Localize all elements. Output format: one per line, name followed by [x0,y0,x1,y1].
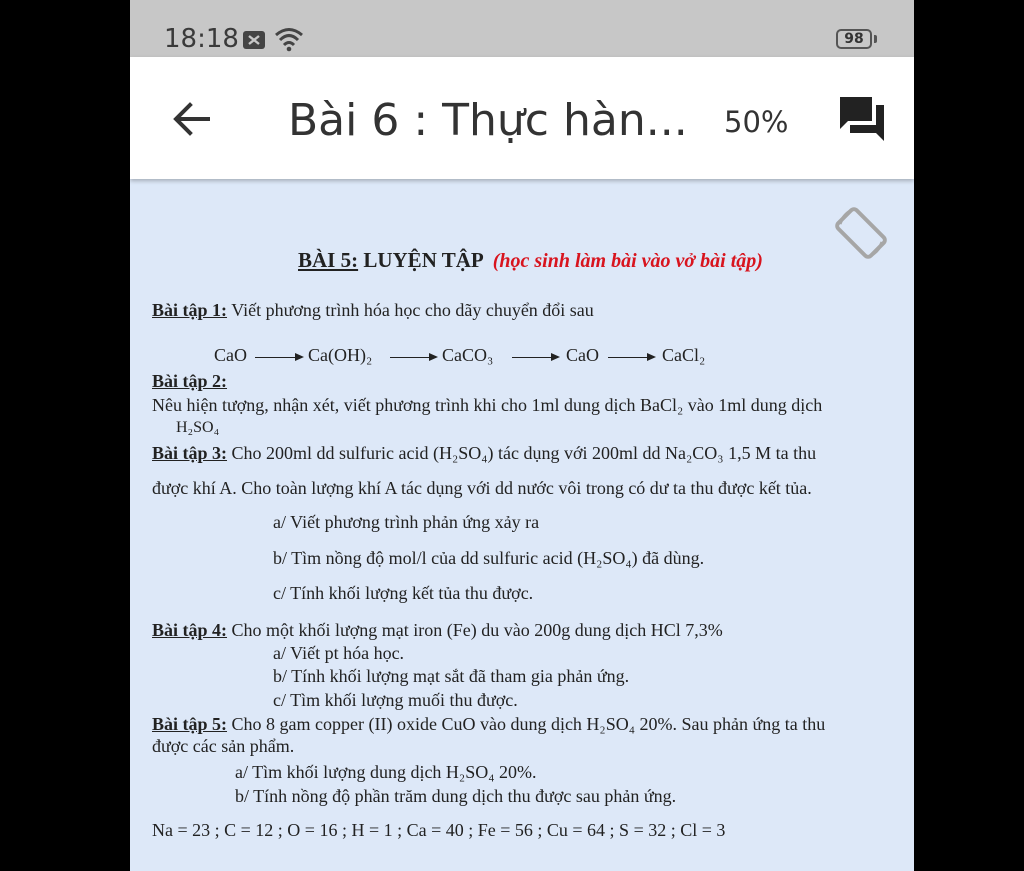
message-x-icon [242,30,266,50]
exercise-2-label: Bài tập 2: [152,371,228,391]
exercise-2-text: Nêu hiện tượng, nhận xét, viết phương trình khi cho 1ml dung dịch BaCl₂ vào 1ml dung dịch [152,395,823,415]
app-bar [130,57,914,179]
exercise-5-item: b/ Tính nồng độ phần trăm dung dịch thu được sau phản ứng. [235,786,677,806]
battery-tip [874,35,877,43]
exercise-4-item: a/ Viết pt hóa học. [273,643,405,663]
chain-compound: CaCO₃ [442,345,494,365]
zoom-level: 50% [724,105,789,139]
exercise-4-item: b/ Tính khối lượng mạt sắt đã tham gia phản ứng. [273,666,630,686]
exercise-3: Bài tập 3: Cho 200ml dd sulfuric acid (H₂SO₄) tác dụng với 200ml dd Na₂CO₃ 1,5 M ta thu [152,443,817,463]
arrow-left-icon[interactable] [170,97,214,141]
wifi-icon [274,26,304,52]
chain-compound: CaO [214,345,247,365]
status-bar [130,0,914,57]
status-time: 18:18 [164,24,239,54]
chain-arrow [512,357,558,358]
exercise-3-item: c/ Tính khối lượng kết tủa thu được. [273,583,534,603]
chain-arrow [390,357,436,358]
exercise-3-item: b/ Tìm nồng độ mol/l của dd sulfuric acid (H₂SO₄) đã dùng. [273,548,705,568]
document-title: Bài 6 : Thực hàn... [288,95,688,146]
exercise-5: Bài tập 5: Cho 8 gam copper (II) oxide CuO vào dung dịch H₂SO₄ 20%. Sau phản ứng ta thu [152,714,826,734]
exercise-2-cont: H₂SO₄ [176,419,220,436]
page-heading: BÀI 5: LUYỆN TẬP (học sinh làm bài vào vở bài tập) [298,248,763,272]
exercise-1: Bài tập 1: Viết phương trình hóa học cho dãy chuyển đổi sau [152,300,594,320]
chain-compound: Ca(OH)₂ [308,345,373,365]
screen-rotation-icon[interactable] [832,204,890,262]
phone-screen [130,0,914,871]
exercise-5-cont: được các sản phẩm. [152,736,295,756]
chain-arrow [255,357,302,358]
exercise-4: Bài tập 4: Cho một khối lượng mạt iron (Fe) du vào 200g dung dịch HCl 7,3% [152,620,723,640]
forum-icon[interactable] [838,95,886,143]
chain-compound: CaO [566,345,599,365]
exercise-3-cont: được khí A. Cho toàn lượng khí A tác dụng với dd nước vôi trong có dư ta thu được kết tủa. [152,478,812,498]
chain-arrow [608,357,654,358]
chain-compound: CaCl₂ [662,345,706,365]
document-page[interactable] [130,179,914,871]
atomic-masses: Na = 23 ; C = 12 ; O = 16 ; H = 1 ; Ca = 40 ; Fe = 56 ; Cu = 64 ; S = 32 ; Cl = 3 [152,820,726,840]
exercise-4-item: c/ Tìm khối lượng muối thu được. [273,690,518,710]
battery-indicator: 98 [836,29,872,49]
exercise-5-item: a/ Tìm khối lượng dung dịch H₂SO₄ 20%. [235,762,537,782]
exercise-3-item: a/ Viết phương trình phản ứng xảy ra [273,512,540,532]
